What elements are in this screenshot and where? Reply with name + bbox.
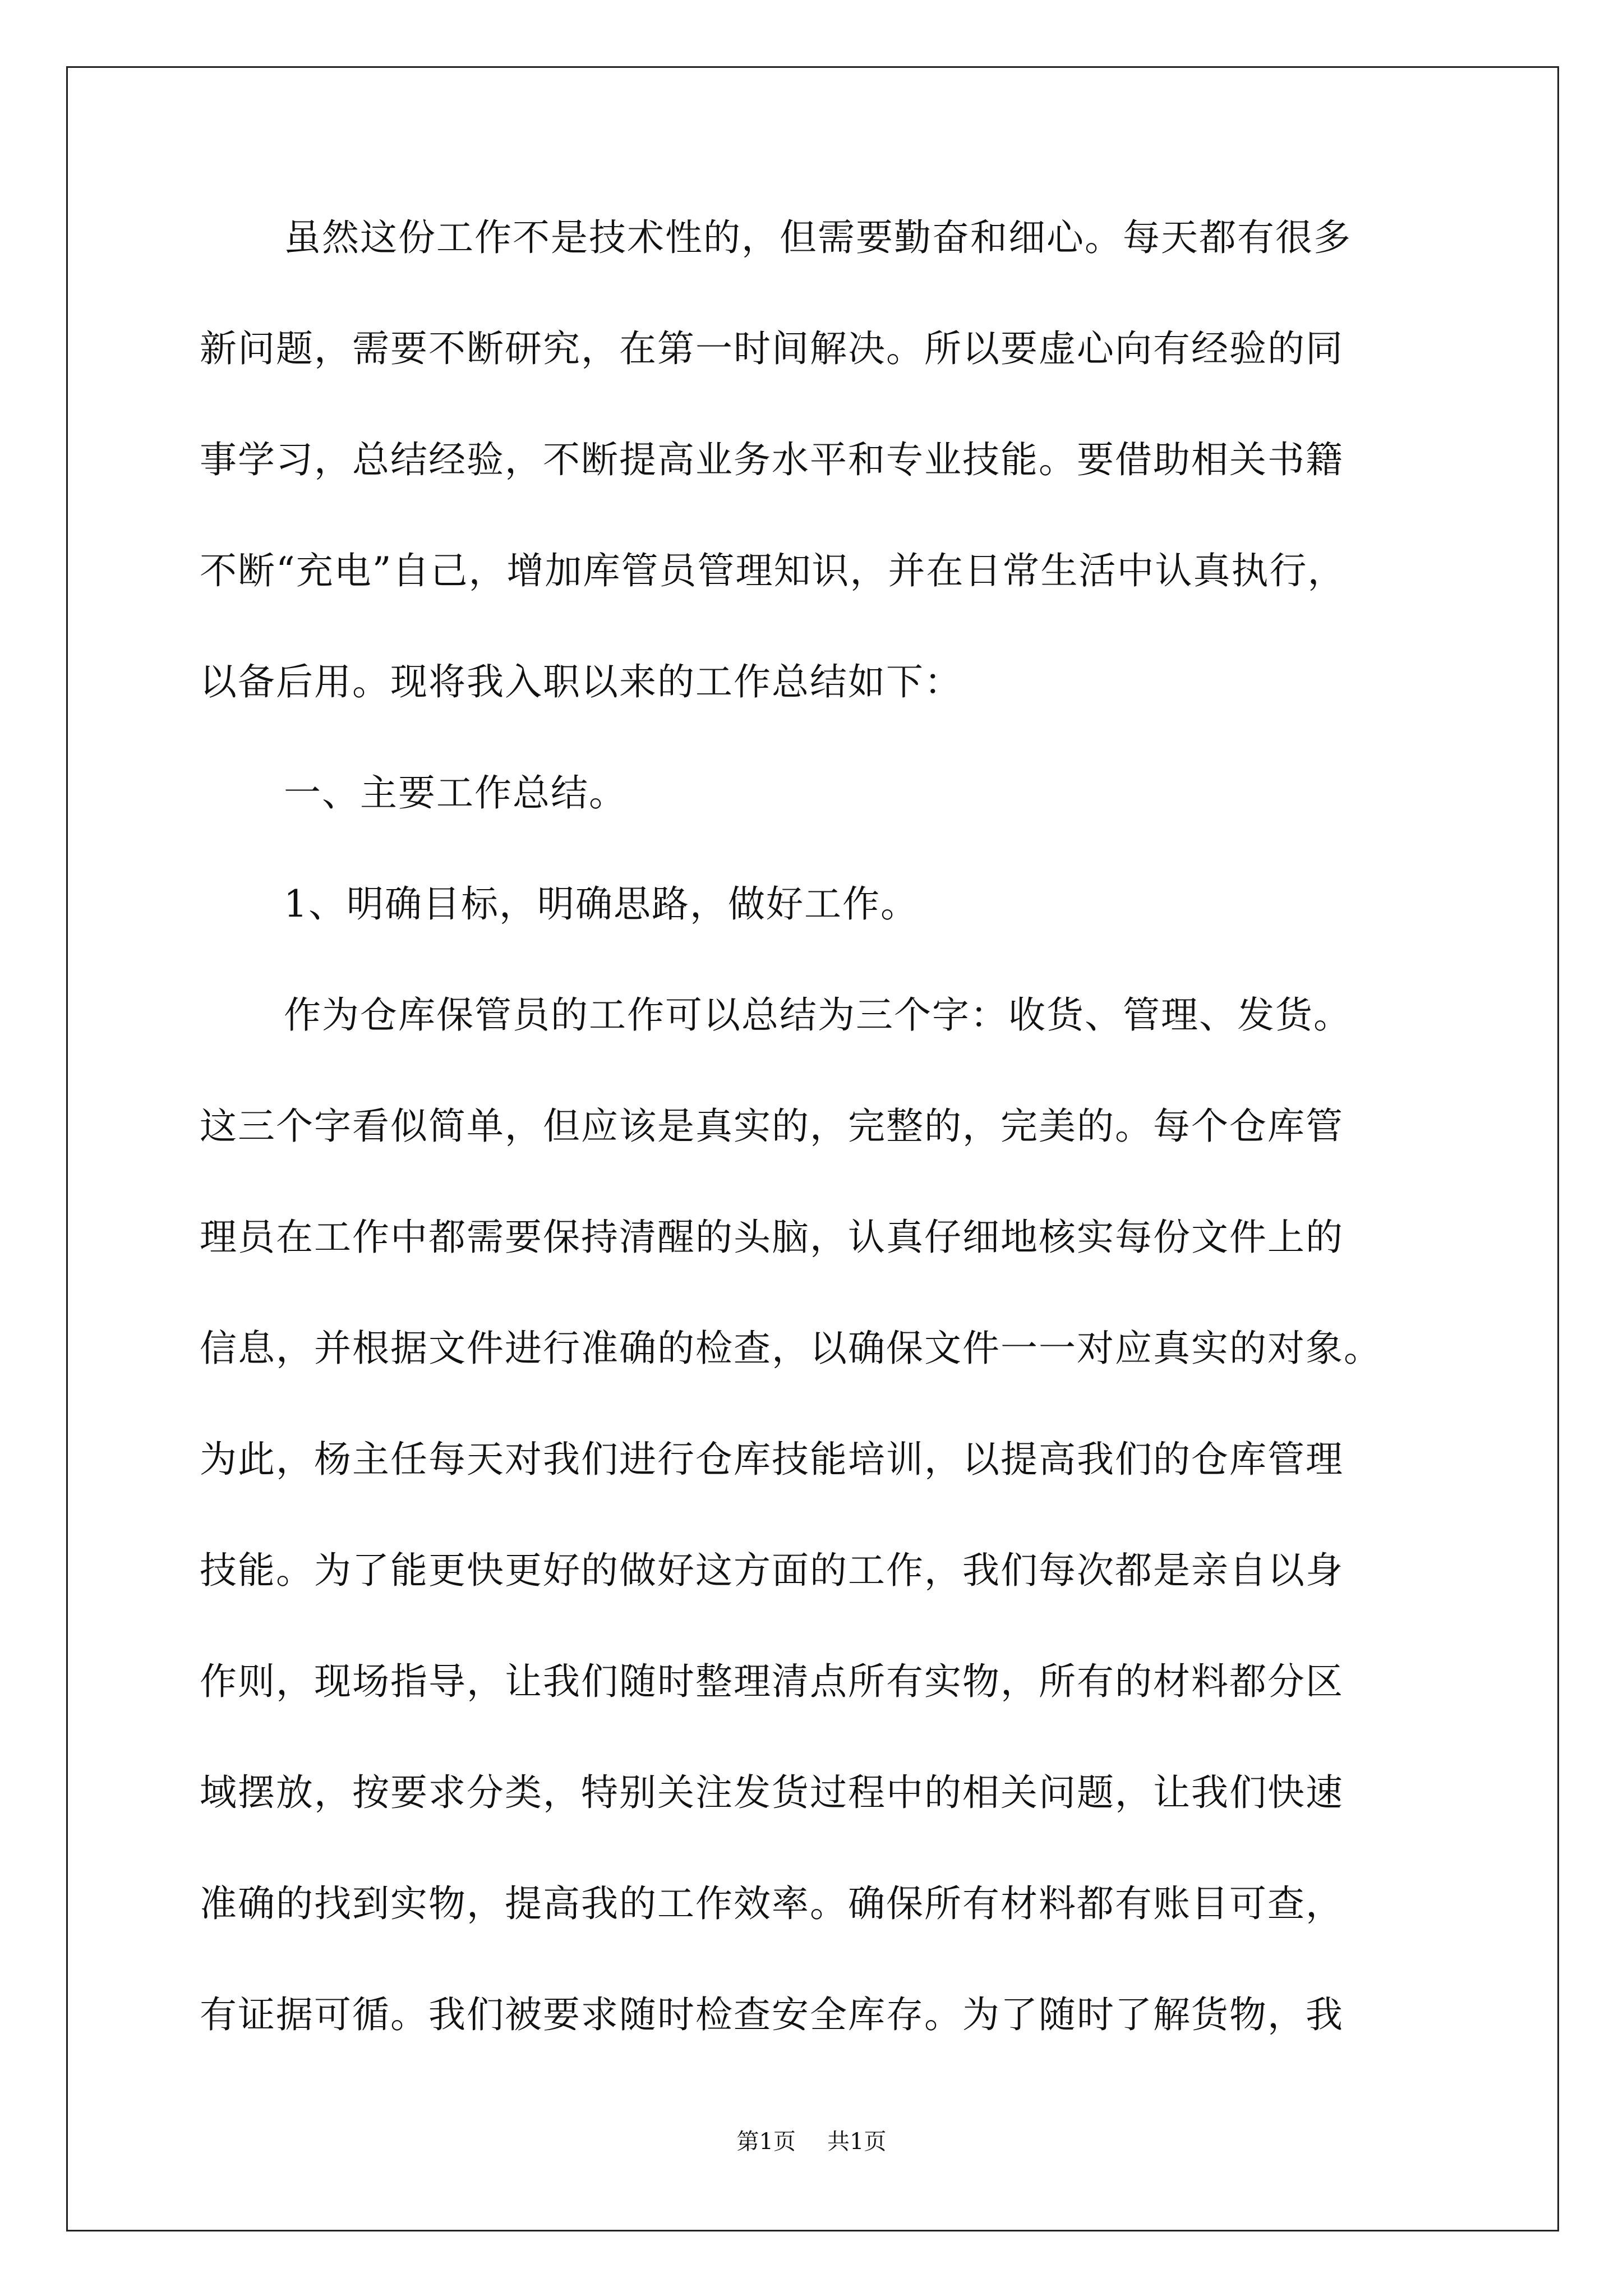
paragraph-line: 准确的找到实物，提高我的工作效率。确保所有材料都有账目可查， [200, 1882, 1344, 1925]
paragraph-line: 这三个字看似简单，但应该是真实的，完整的，完美的。每个仓库管 [200, 1105, 1344, 1148]
paragraph-line: 有证据可循。我们被要求随时检查安全库存。为了随时了解货物，我 [200, 1993, 1344, 2036]
document-body [200, 218, 1433, 2106]
paragraph-line: 以备后用。现将我入职以来的工作总结如下： [200, 660, 962, 703]
subsection-heading: 1、明确目标，明确思路，做好工作。 [284, 882, 919, 926]
paragraph-line: 作则，现场指导，让我们随时整理清点所有实物，所有的材料都分区 [200, 1660, 1344, 1703]
paragraph-line: 事学习，总结经验，不断提高业务水平和专业技能。要借助相关书籍 [200, 438, 1344, 481]
paragraph-line: 技能。为了能更快更好的做好这方面的工作，我们每次都是亲自以身 [200, 1549, 1344, 1592]
paragraph-line: 信息，并根据文件进行准确的检查，以确保文件一一对应真实的对象。 [200, 1327, 1382, 1370]
paragraph-line: 虽然这份工作不是技术性的，但需要勤奋和细心。每天都有很多 [284, 216, 1352, 259]
section-heading: 一、主要工作总结。 [284, 771, 627, 815]
paragraph-line: 不断“充电”自己，增加库管员管理知识，并在日常生活中认真执行， [200, 549, 1346, 592]
paragraph-line: 为此，杨主任每天对我们进行仓库技能培训，以提高我们的仓库管理 [200, 1438, 1344, 1481]
page-footer [0, 2124, 1623, 2156]
page-number: 第1页 [736, 2129, 796, 2155]
page-total: 共1页 [827, 2129, 887, 2155]
paragraph-line: 域摆放，按要求分类，特别关注发货过程中的相关问题，让我们快速 [200, 1771, 1344, 1814]
paragraph-line: 作为仓库保管员的工作可以总结为三个字：收货、管理、发货。 [284, 993, 1352, 1037]
paragraph-line: 新问题，需要不断研究，在第一时间解决。所以要虚心向有经验的同 [200, 327, 1344, 370]
paragraph-line: 理员在工作中都需要保持清醒的头脑，认真仔细地核实每份文件上的 [200, 1216, 1344, 1259]
